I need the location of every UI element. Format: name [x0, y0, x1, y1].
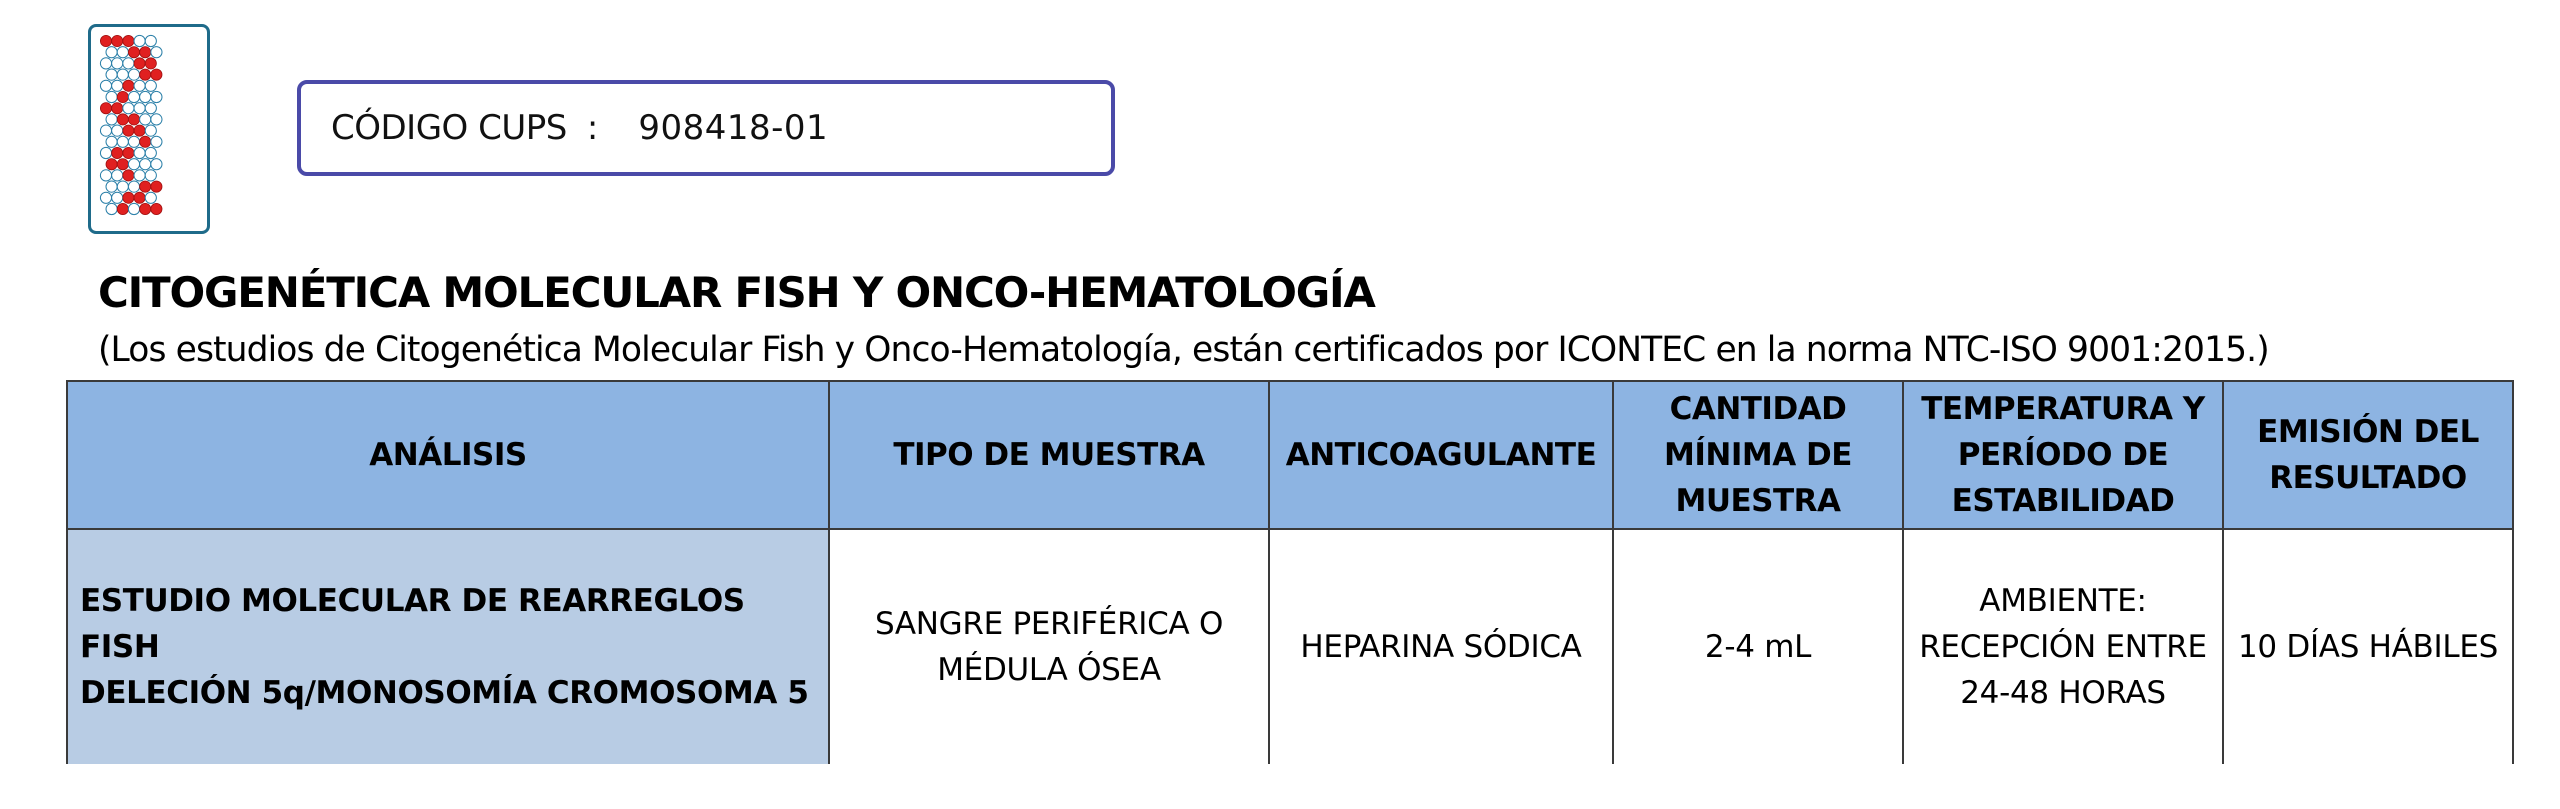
logo-bead: [128, 181, 139, 192]
logo-bead: [112, 170, 123, 181]
logo-bead: [151, 136, 162, 147]
logo-bead: [128, 91, 139, 102]
logo-bead: [112, 58, 123, 69]
logo-bead: [151, 159, 162, 170]
cups-separator: :: [586, 108, 599, 148]
logo-bead: [145, 170, 156, 181]
logo-bead: [106, 203, 117, 214]
logo-bead: [151, 69, 162, 80]
logo-bead: [128, 203, 139, 214]
cups-code-box: [297, 80, 1115, 176]
logo-bead: [117, 136, 128, 147]
logo-bead: [106, 181, 117, 192]
logo-bead: [123, 147, 134, 158]
logo-bead: [106, 69, 117, 80]
logo-bead: [134, 147, 145, 158]
logo-bead: [112, 80, 123, 91]
logo-bead: [140, 159, 151, 170]
logo-bead: [140, 47, 151, 58]
logo-bead: [100, 192, 111, 203]
laboratory-logo: [88, 24, 210, 234]
logo-bead: [106, 159, 117, 170]
column-header-analysis: ANÁLISIS: [67, 381, 829, 529]
column-header-result-emission: EMISIÓN DEL RESULTADO: [2223, 381, 2513, 529]
logo-bead: [140, 203, 151, 214]
logo-bead: [151, 114, 162, 125]
logo-bead: [128, 136, 139, 147]
column-header-min-quantity: CANTIDAD MÍNIMA DE MUESTRA: [1613, 381, 1903, 529]
column-header-anticoagulant: ANTICOAGULANTE: [1269, 381, 1613, 529]
logo-bead: [128, 47, 139, 58]
logo-bead: [123, 192, 134, 203]
logo-bead: [117, 159, 128, 170]
certification-note: (Los estudios de Citogenética Molecular Fish y Onco-Hematología, están certificados por ICONTEC en la norma NTC-ISO 9001:2015.): [98, 330, 2269, 370]
logo-bead: [151, 47, 162, 58]
logo-bead: [100, 147, 111, 158]
logo-bead: [140, 114, 151, 125]
logo-bead: [117, 91, 128, 102]
logo-bead: [151, 91, 162, 102]
section-title: CITOGENÉTICA MOLECULAR FISH Y ONCO-HEMATOLOGÍA: [98, 268, 1375, 317]
logo-bead: [140, 181, 151, 192]
table-header-row: [67, 381, 2513, 529]
logo-bead: [123, 170, 134, 181]
logo-bead: [117, 203, 128, 214]
logo-bead: [117, 47, 128, 58]
logo-bead: [128, 69, 139, 80]
column-header-sample-type: TIPO DE MUESTRA: [829, 381, 1269, 529]
logo-bead: [106, 47, 117, 58]
logo-bead: [100, 80, 111, 91]
logo-bead: [151, 203, 162, 214]
logo-bead: [117, 114, 128, 125]
logo-bead: [112, 35, 123, 46]
logo-bead: [134, 35, 145, 46]
logo-bead: [134, 80, 145, 91]
cell-min-quantity: 2-4 mL: [1613, 529, 1903, 764]
logo-bead: [134, 192, 145, 203]
logo-bead: [134, 125, 145, 136]
logo-bead: [145, 35, 156, 46]
logo-bead: [145, 125, 156, 136]
logo-bead: [134, 170, 145, 181]
logo-bead: [112, 125, 123, 136]
logo-bead: [117, 181, 128, 192]
logo-bead: [134, 58, 145, 69]
logo-bead: [145, 147, 156, 158]
logo-bead: [112, 103, 123, 114]
logo-bead: [128, 159, 139, 170]
logo-bead: [100, 35, 111, 46]
logo-bead: [123, 125, 134, 136]
logo-bead: [151, 181, 162, 192]
logo-bead: [112, 147, 123, 158]
cups-code-value: 908418-01: [638, 108, 829, 148]
logo-bead: [123, 80, 134, 91]
logo-bead: [128, 114, 139, 125]
logo-bead: [106, 91, 117, 102]
bead-grid-logo-icon: [91, 27, 207, 231]
cups-label: CÓDIGO CUPS: [331, 108, 567, 148]
logo-bead: [140, 136, 151, 147]
logo-bead: [123, 58, 134, 69]
logo-bead: [106, 114, 117, 125]
cell-analysis: ESTUDIO MOLECULAR DE REARREGLOS FISH DELECIÓN 5q/MONOSOMÍA CROMOSOMA 5: [67, 529, 829, 764]
logo-bead: [145, 80, 156, 91]
logo-bead: [145, 58, 156, 69]
logo-bead: [106, 136, 117, 147]
logo-bead: [140, 69, 151, 80]
logo-bead: [123, 35, 134, 46]
logo-bead: [100, 170, 111, 181]
logo-bead: [145, 192, 156, 203]
logo-bead: [100, 58, 111, 69]
cell-result-emission: 10 DÍAS HÁBILES: [2223, 529, 2513, 764]
cell-sample-type: SANGRE PERIFÉRICA O MÉDULA ÓSEA: [829, 529, 1269, 764]
logo-bead: [117, 69, 128, 80]
column-header-temperature-stability: TEMPERATURA Y PERÍODO DE ESTABILIDAD: [1903, 381, 2223, 529]
logo-bead: [100, 103, 111, 114]
logo-bead: [134, 103, 145, 114]
logo-bead: [112, 192, 123, 203]
cell-temperature-stability: AMBIENTE: RECEPCIÓN ENTRE 24-48 HORAS: [1903, 529, 2223, 764]
table-row: [67, 529, 2513, 764]
logo-bead: [140, 91, 151, 102]
logo-bead: [100, 125, 111, 136]
cell-anticoagulant: HEPARINA SÓDICA: [1269, 529, 1613, 764]
analysis-table: [66, 380, 2514, 764]
logo-bead: [123, 103, 134, 114]
logo-bead: [145, 103, 156, 114]
